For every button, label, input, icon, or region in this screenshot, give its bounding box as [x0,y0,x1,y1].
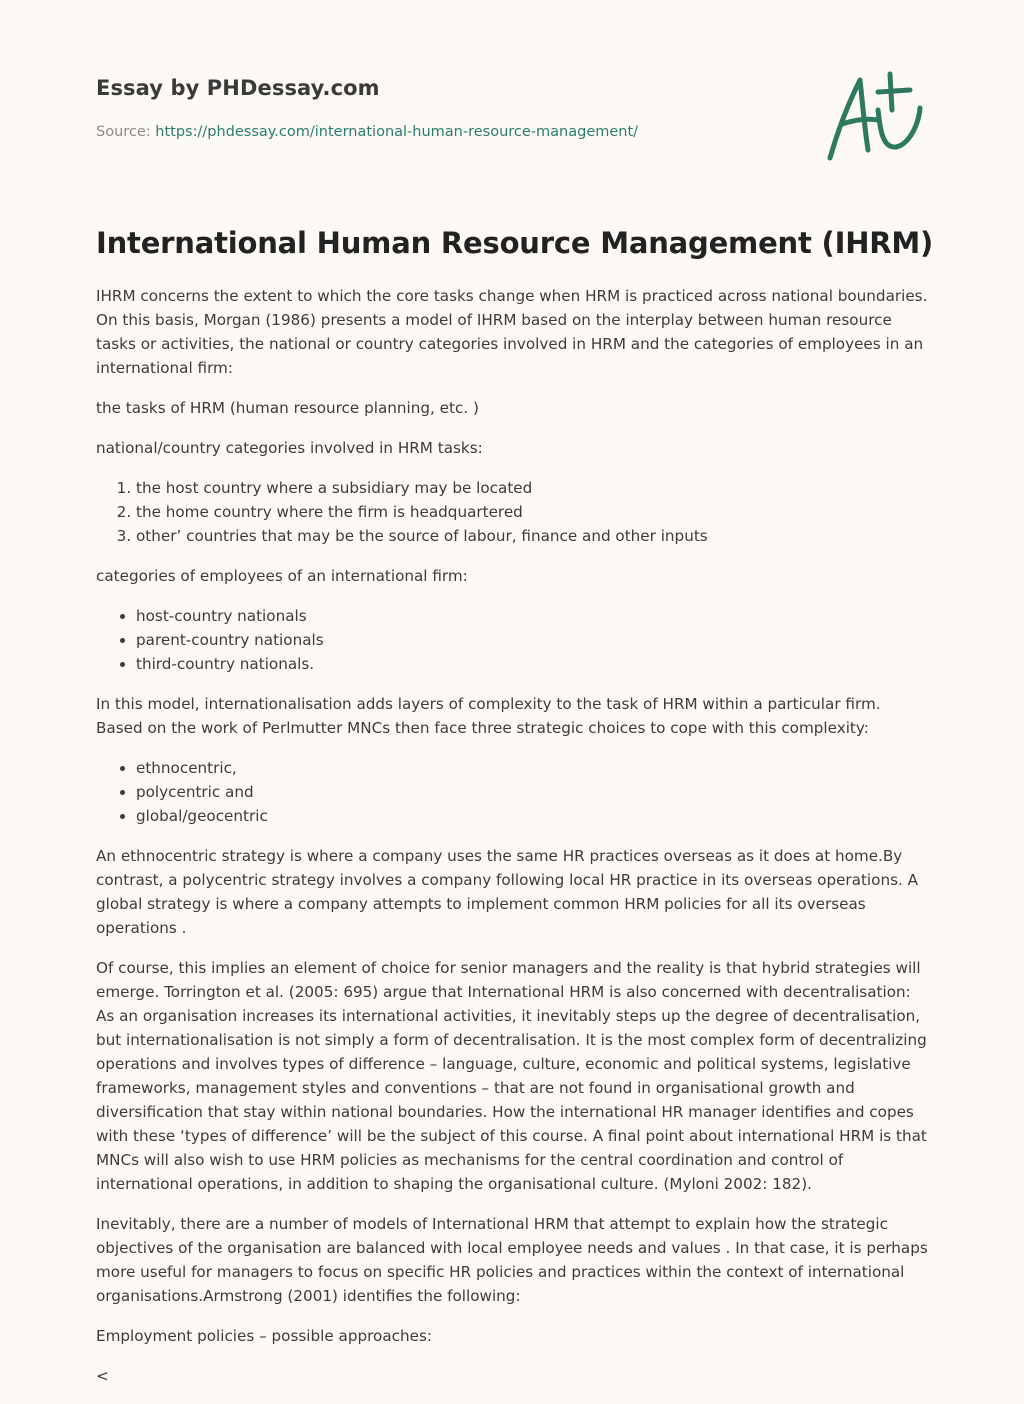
paragraph-strategies: An ethnocentric strategy is where a company uses the same HR practices overseas as it does at home.By contrast, a polycentric strategy involves a company following local HR practice in its overseas operations. A global strategy is where a company attempts to implement common HRM policies for all its overseas operations . [96,847,919,937]
paragraph-employment-policies: Employment policies – possible approaches: [96,1327,432,1345]
list-item: • global/geocentric [136,804,932,828]
paragraph-truncated: < [96,1367,109,1385]
country-categories-list [96,476,932,548]
list-item: • parent-country nationals [136,628,932,652]
list-item: • polycentric and [136,780,932,804]
paragraph-model-complexity: In this model, internationalisation adds layers of complexity to the task of HRM within a particular firm. Based on the work of Perlmutter MNCs then face three strategic choices to cope with this complexity: [96,695,881,737]
list-item: 1. the host country where a subsidiary may be located [136,476,932,500]
a-plus-grade-icon [826,68,926,164]
paragraph-employee-categories: categories of employees of an international firm: [96,567,468,585]
employee-categories-list [96,604,932,676]
paragraph-tasks: the tasks of HRM (human resource planning, etc. ) [96,399,479,417]
source-link[interactable]: https://phdessay.com/international-human-resource-management/ [155,124,639,140]
site-brand: Essay by PHDessay.com [96,76,380,100]
strategy-list [96,756,932,828]
list-item: 3. other’ countries that may be the source of labour, finance and other inputs [136,524,932,548]
source-label: Source: [96,124,156,140]
paragraph-decentralisation: Of course, this implies an element of choice for senior managers and the reality is that hybrid strategies will emerge. Torrington et al. (2005: 695) argue that International HRM is also concerned with decentralisation: As an organisation increases its international activities, it inevitably steps up the degree of decentralisation, but internationalisation is not simply a form of decentralisation. It is the most complex form of decentralizing operations and involves types of difference – language, culture, economic and political systems, legislative frameworks, management styles and conventions – that are not found in organisational growth and diversification that stay within national boundaries. How the international HR manager identifies and copes with these ‘types of difference’ will be the subject of this course. A final point about international HRM is that MNCs will also wish to use HRM policies as mechanisms for the central coordination and control of international operations, in addition to shaping the organisational culture. (Myloni 2002: 182). [96,959,927,1193]
article-title: International Human Resource Management (IHRM) [96,226,934,260]
article-body [96,284,932,1404]
list-item: 2. the home country where the firm is headquartered [136,500,932,524]
source-line [96,124,638,140]
list-item: • host-country nationals [136,604,932,628]
paragraph-country-categories: national/country categories involved in HRM tasks: [96,439,483,457]
list-item: • ethnocentric, [136,756,932,780]
paragraph-intro: IHRM concerns the extent to which the core tasks change when HRM is practiced across national boundaries. On this basis, Morgan (1986) presents a model of IHRM based on the interplay between human resource tasks or activities, the national or country categories involved in HRM and the categories of employees in an international firm: [96,287,928,377]
paragraph-models: Inevitably, there are a number of models of International HRM that attempt to explain how the strategic objectives of the organisation are balanced with local employee needs and values . In that case, it is perhaps more useful for managers to focus on specific HR policies and practices within the context of international organisations.Armstrong (2001) identifies the following: [96,1215,928,1305]
list-item: • third-country nationals. [136,652,932,676]
